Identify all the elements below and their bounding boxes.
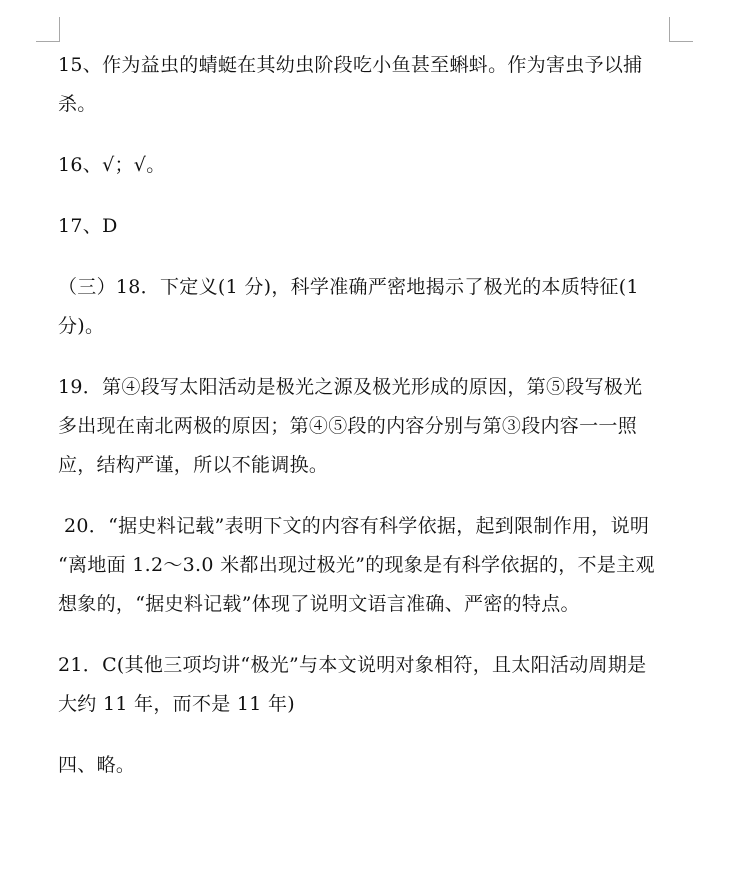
answer-18-line-2: 分)。 <box>58 315 105 337</box>
answer-15-line-1: 15、作为益虫的蜻蜓在其幼虫阶段吃小鱼甚至蝌蚪。作为害虫予以捕 <box>58 54 643 76</box>
answer-19-line-1: 19．第④段写太阳活动是极光之源及极光形成的原因，第⑤段写极光 <box>58 376 643 398</box>
answer-20-line-2: “离地面 1.2～3.0 米都出现过极光”的现象是有科学依据的，不是主观 <box>58 554 655 576</box>
answer-19 <box>58 368 672 485</box>
section-4 <box>58 746 672 785</box>
document-body <box>58 46 672 807</box>
answer-17-line-1: 17、D <box>58 215 118 237</box>
answer-15-line-2: 杀。 <box>58 93 97 115</box>
crop-mark-top-right-horizontal <box>669 41 693 42</box>
answer-21-line-1: 21．C(其他三项均讲“极光”与本文说明对象相符，且太阳活动周期是 <box>58 654 647 676</box>
answer-19-line-2: 多出现在南北两极的原因；第④⑤段的内容分别与第③段内容一一照 <box>58 415 638 437</box>
crop-mark-top-left-vertical <box>59 17 60 41</box>
answer-15 <box>58 46 672 124</box>
answer-20 <box>58 507 672 624</box>
section-4-line-1: 四、略。 <box>58 754 136 776</box>
answer-21-line-2: 大约 11 年，而不是 11 年) <box>58 693 296 715</box>
answer-18-line-1: （三）18．下定义(1 分)，科学准确严密地揭示了极光的本质特征(1 <box>58 276 639 298</box>
answer-20-line-1: 20．“据史料记载”表明下文的内容有科学依据，起到限制作用，说明 <box>64 515 650 537</box>
answer-17 <box>58 207 672 246</box>
answer-16 <box>58 146 672 185</box>
crop-mark-top-left-horizontal <box>36 41 60 42</box>
crop-mark-top-right-vertical <box>669 17 670 41</box>
answer-19-line-3: 应，结构严谨，所以不能调换。 <box>58 454 329 476</box>
answer-21 <box>58 646 672 724</box>
answer-20-line-3: 想象的，“据史料记载”体现了说明文语言准确、严密的特点。 <box>58 593 580 615</box>
answer-16-line-1: 16、√；√。 <box>58 154 166 176</box>
answer-18 <box>58 268 672 346</box>
